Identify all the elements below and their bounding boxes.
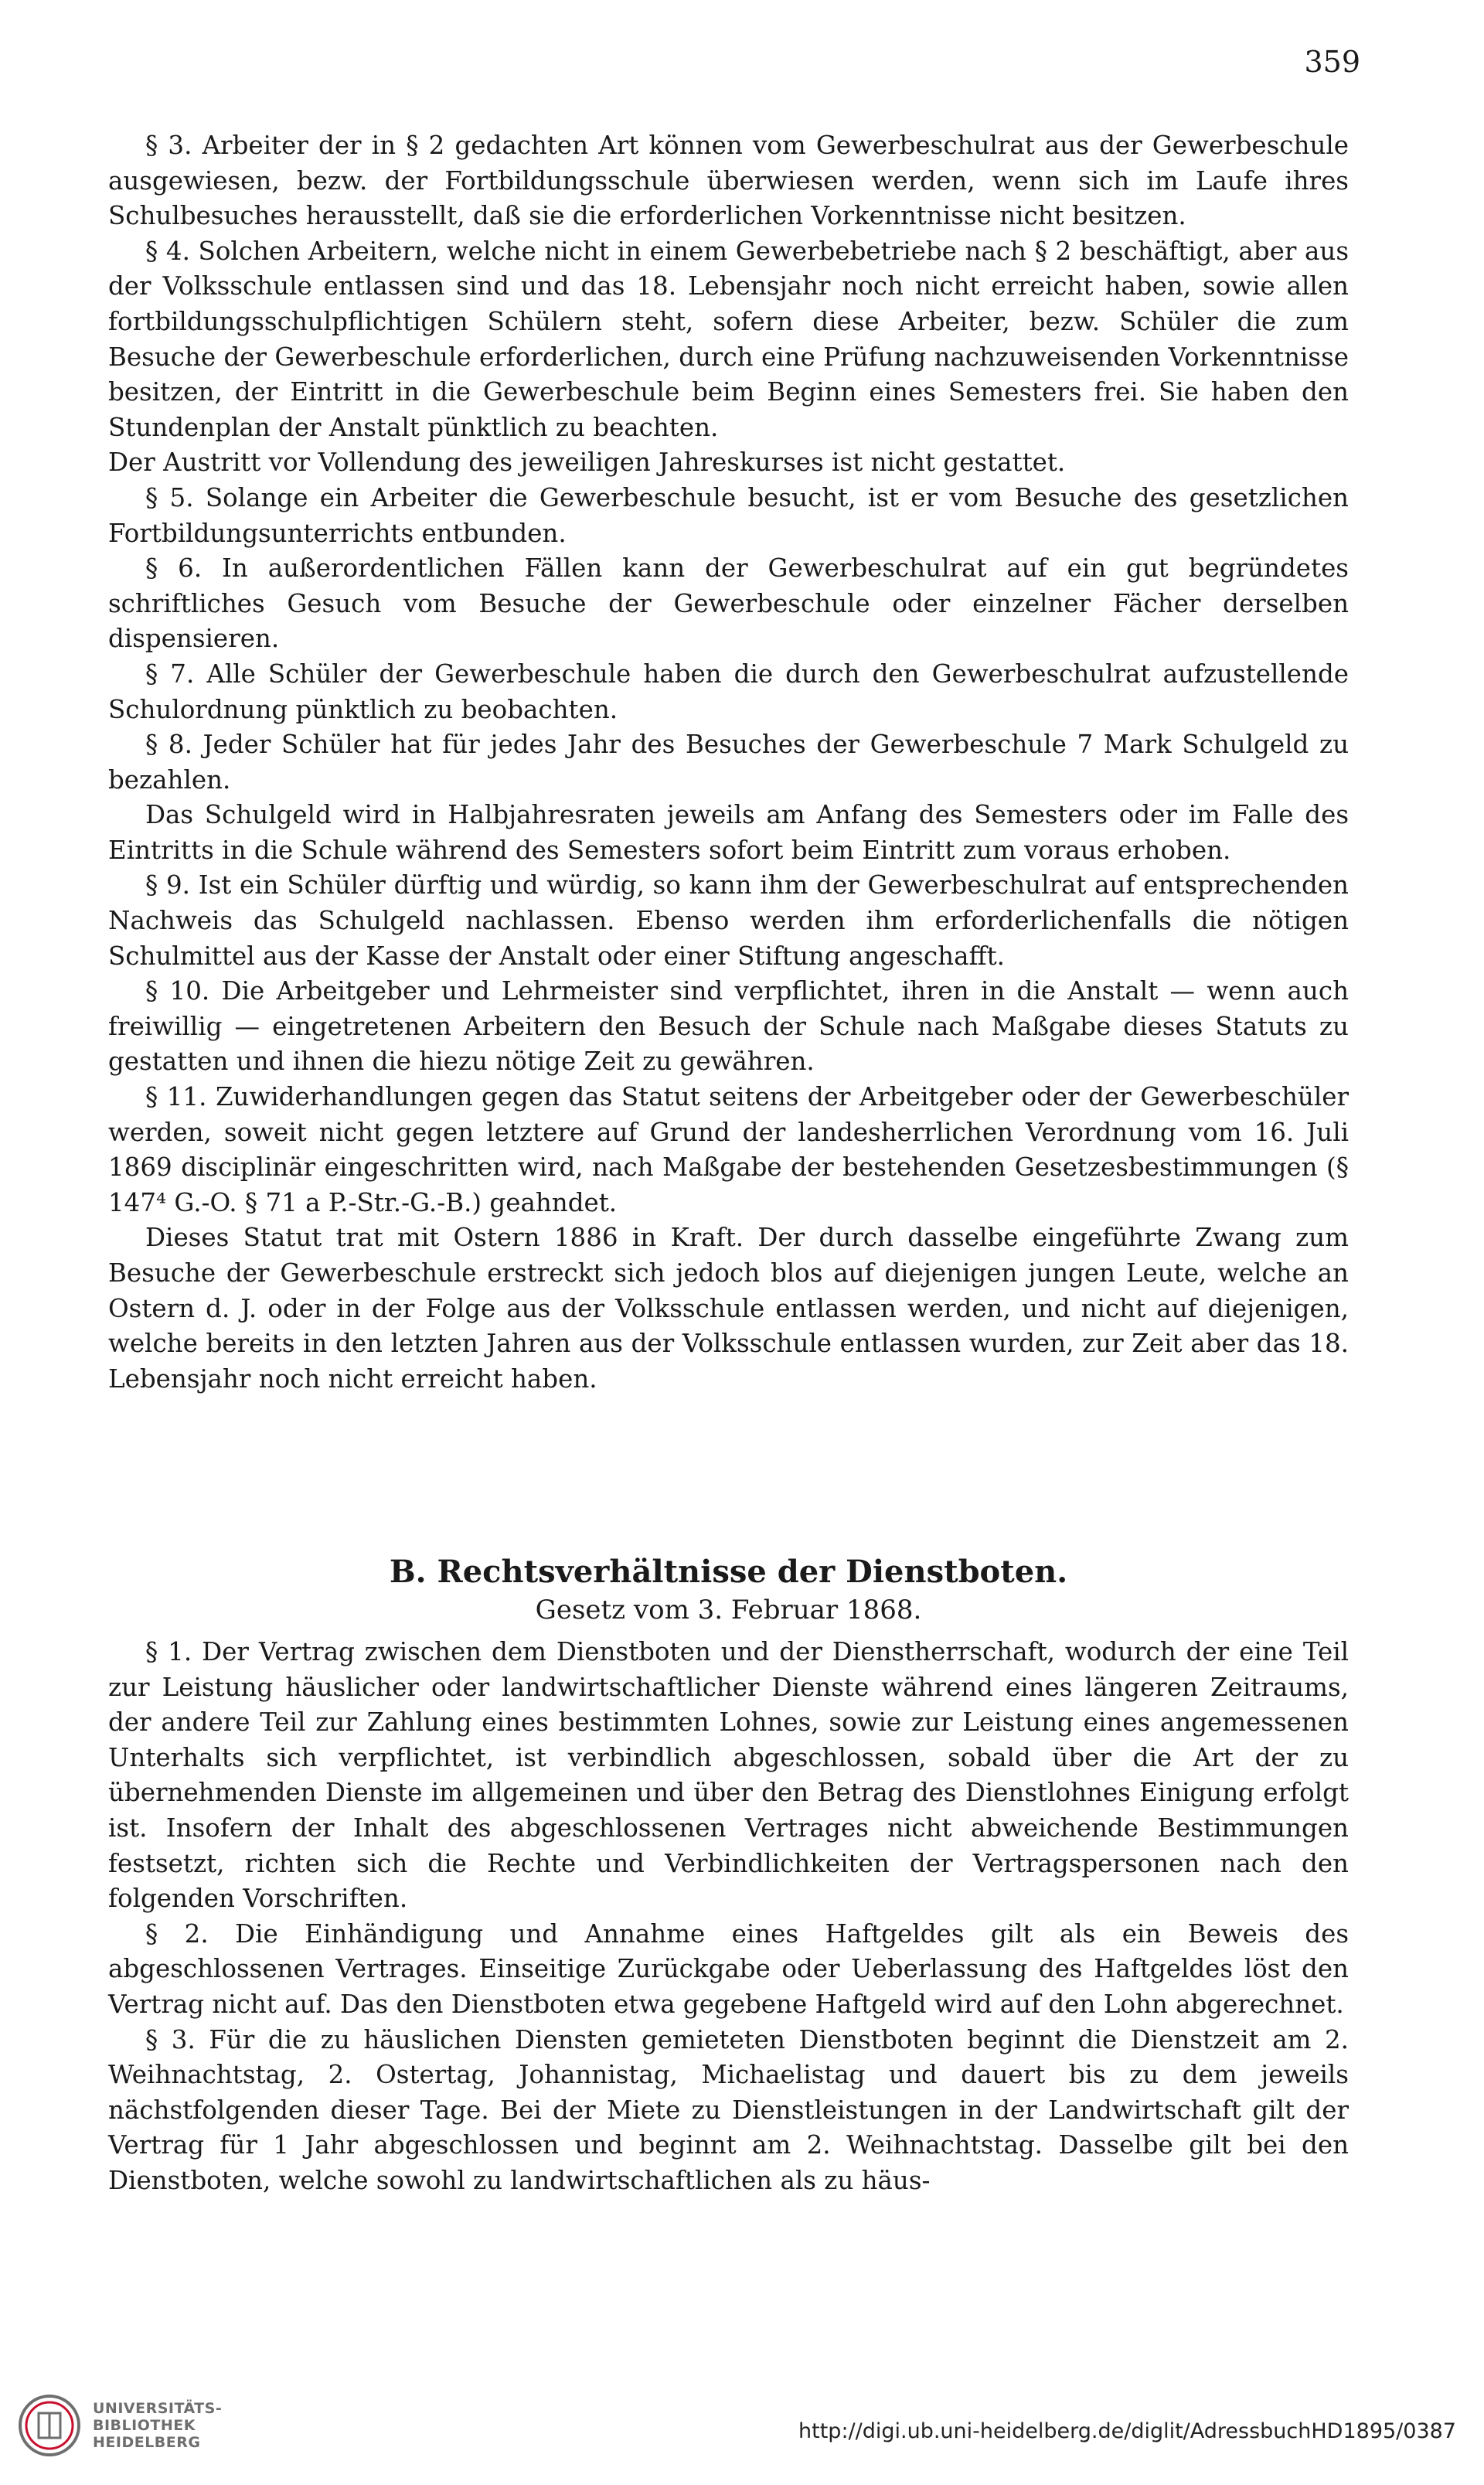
library-seal-icon	[17, 2393, 82, 2458]
section-b-heading: B. Rechtsverhältnisse der Dienstboten.	[389, 1554, 1068, 1590]
paragraph-statut-note: Dieses Statut trat mit Ostern 1886 in Kraft. Der durch dasselbe eingeführte Zwang zum Besuche der Gewerbeschule erstreckt sich jedoch blos auf diejenigen jungen Leute, welche an Ostern d. J. oder in der Folge aus der Volksschule entlassen werden, und nicht auf diejenigen, welche bereits in den letzten Jahren aus der Volksschule entlassen wurden, zur Zeit aber das 18. Lebensjahr noch nicht erreicht haben.	[108, 1223, 1349, 1394]
logo-text	[93, 2400, 222, 2451]
statute-text-section-b	[108, 1635, 1349, 2199]
paragraph-s9: § 9. Ist ein Schüler dürftig und würdig, so kann ihm der Gewerbeschulrat auf entsprechenden Nachweis das Schulgeld nachlassen. Ebenso werden ihm erforderlichenfalls die nötigen Schulmittel aus der Kasse der Anstalt oder einer Stiftung angeschafft.	[108, 870, 1349, 971]
paragraph-s7: § 7. Alle Schüler der Gewerbeschule haben die durch den Gewerbeschulrat aufzustellende Schulordnung pünktlich zu beobachten.	[108, 659, 1349, 724]
statute-text-section-a	[108, 128, 1349, 1397]
paragraph-austritt: Der Austritt vor Vollendung des jeweiligen Jahreskurses ist nicht gestattet.	[108, 448, 1066, 478]
section-b-subheading: Gesetz vom 3. Februar 1868.	[535, 1595, 922, 1625]
paragraph-schulgeld: Das Schulgeld wird in Halbjahresraten jeweils am Anfang des Semesters oder im Falle des Eintritts in die Schule während des Semesters sofort beim Eintritt zum voraus erhoben.	[108, 800, 1349, 865]
paragraph-s8: § 8. Jeder Schüler hat für jedes Jahr des Besuches der Gewerbeschule 7 Mark Schulgeld zu bezahlen.	[108, 730, 1349, 795]
source-url-link[interactable]: http://digi.ub.uni-heidelberg.de/diglit/AdressbuchHD1895/0387	[798, 2419, 1456, 2443]
page-number: 359	[1304, 45, 1360, 79]
paragraph-s3: § 3. Arbeiter der in § 2 gedachten Art können vom Gewerbeschulrat aus der Gewerbeschule ausgewiesen, bezw. der Fortbildungsschule überwiesen werden, wenn sich im Laufe ihres Schulbesuches herausstellt, daß sie die erforderlichen Vorkenntnisse nicht besitzen.	[108, 131, 1349, 231]
paragraph-b-s1: § 1. Der Vertrag zwischen dem Dienstboten und der Dienstherrschaft, wodurch der eine Teil zur Leistung häuslicher oder landwirtschaftlicher Dienste während eines längeren Zeitraums, der andere Teil zur Zahlung eines bestimmten Lohnes, sowie zur Leistung eines angemessenen Unterhalts sich verpflichtet, ist verbindlich abgeschlossen, sobald über die Art der zu übernehmenden Dienste im allgemeinen und über den Betrag des Dienstlohnes Einigung erfolgt ist. Insofern der Inhalt des abgeschlossenen Vertrages nicht abweichende Bestimmungen festsetzt, richten sich die Rechte und Verbindlichkeiten der Vertragspersonen nach den folgenden Vorschriften.	[108, 1637, 1349, 1914]
logo-line-3: HEIDELBERG	[93, 2434, 201, 2451]
paragraph-s5: § 5. Solange ein Arbeiter die Gewerbeschule besucht, ist er vom Besuche des gesetzlichen Fortbildungsunterrichts entbunden.	[108, 482, 1349, 548]
paragraph-b-s3: § 3. Für die zu häuslichen Diensten gemieteten Dienstboten beginnt die Dienstzeit am 2. Weihnachtstag, 2. Ostertag, Johannistag, Michaelistag und dauert bis zu dem jeweils nächstfolgenden dieser Tage. Bei der Miete zu Dienstleistungen in der Landwirtschaft gilt der Vertrag für 1 Jahr abgeschlossen und beginnt am 2. Weihnachtstag. Dasselbe gilt bei den Dienstboten, welche sowohl zu landwirtschaftlichen als zu häus-	[108, 2024, 1349, 2195]
page-footer	[0, 2365, 1484, 2485]
logo-line-2: BIBLIOTHEK	[93, 2417, 196, 2434]
paragraph-s10: § 10. Die Arbeitgeber und Lehrmeister sind verpflichtet, ihren in die Anstalt — wenn auch freiwillig — eingetretenen Arbeitern den Besuch der Schule nach Maßgabe dieses Statuts zu gestatten und ihnen die hiezu nötige Zeit zu gewähren.	[108, 976, 1349, 1077]
paragraph-s4: § 4. Solchen Arbeitern, welche nicht in einem Gewerbebetriebe nach § 2 beschäftigt, aber aus der Volksschule entlassen sind und das 18. Lebensjahr noch nicht erreicht haben, sowie allen fortbildungsschulpflichtigen Schülern steht, sofern diese Arbeiter, bezw. Schüler die zum Besuche der Gewerbeschule erforderlichen, durch eine Prüfung nachzuweisenden Vorkenntnisse besitzen, der Eintritt in die Gewerbeschule beim Beginn eines Semesters frei. Sie haben den Stundenplan der Anstalt pünktlich zu beachten.	[108, 236, 1349, 442]
paragraph-b-s2: § 2. Die Einhändigung und Annahme eines Haftgeldes gilt als ein Beweis des abgeschlossenen Vertrages. Einseitige Zurückgabe oder Ueberlassung des Haftgeldes löst den Vertrag nicht auf. Das den Dienstboten etwa gegebene Haftgeld wird auf den Lohn abgerechnet.	[108, 1918, 1349, 2019]
logo-line-1: UNIVERSITÄTS-	[93, 2400, 223, 2417]
paragraph-s6: § 6. In außerordentlichen Fällen kann der Gewerbeschulrat auf ein gut begründetes schriftliches Gesuch vom Besuche der Gewerbeschule oder einzelner Fächer derselben dispensieren.	[108, 553, 1349, 654]
library-logo[interactable]	[17, 2393, 222, 2458]
paragraph-s11: § 11. Zuwiderhandlungen gegen das Statut seitens der Arbeitgeber oder der Gewerbeschüler werden, soweit nicht gegen letztere auf Grund der landesherrlichen Verordnung vom 16. Juli 1869 disciplinär eingeschritten wird, nach Maßgabe der bestehenden Gesetzesbestimmungen (§ 147⁴ G.-O. § 71 a P.-Str.-G.-B.) geahndet.	[108, 1082, 1349, 1217]
